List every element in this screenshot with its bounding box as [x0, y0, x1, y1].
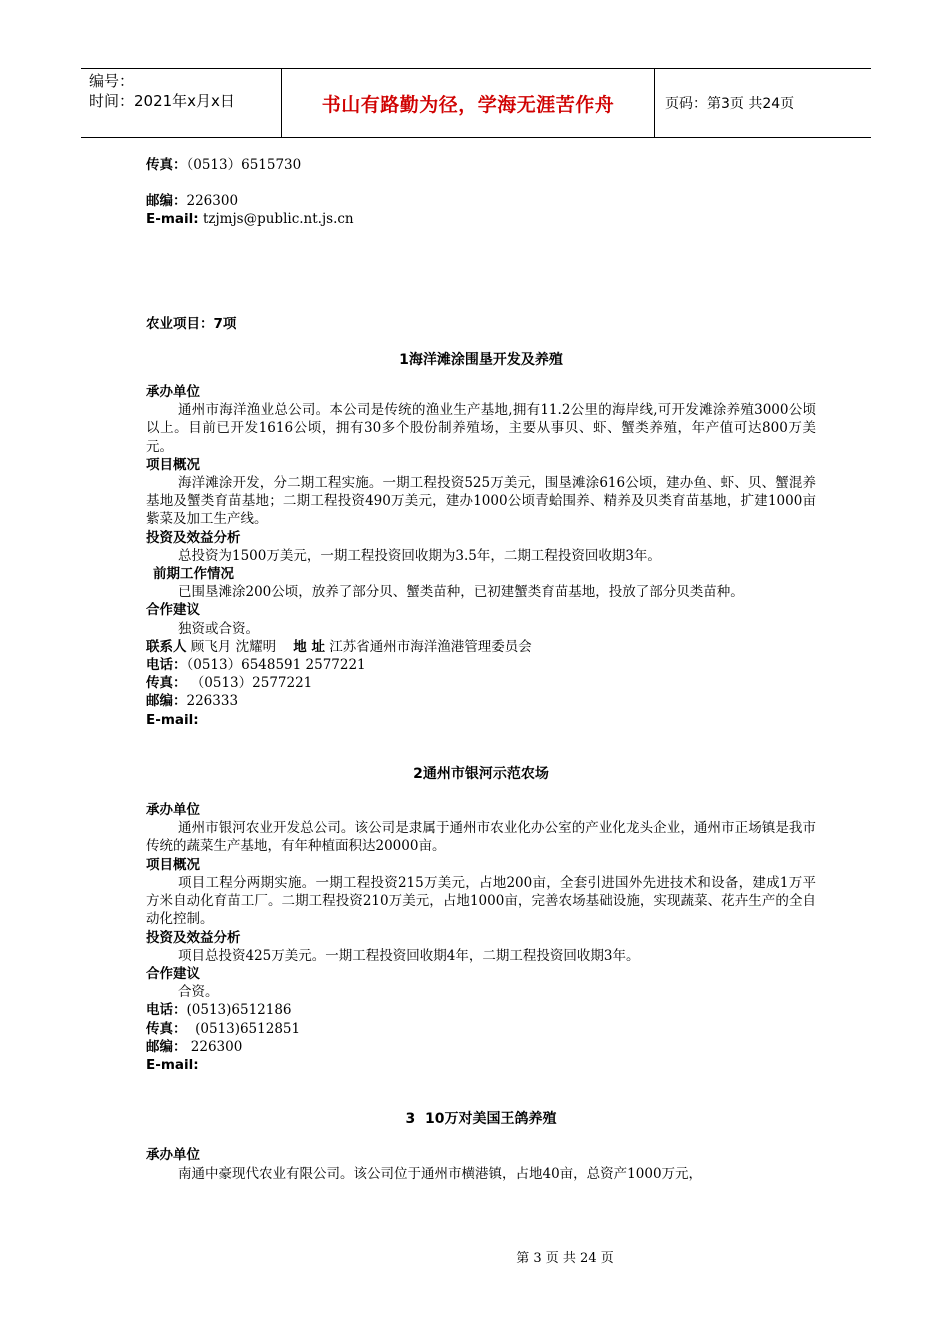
top-email-line: [146, 210, 816, 228]
project-2-postcode-line: [146, 1038, 816, 1056]
project-3-unit: 南通中豪现代农业有限公司。该公司位于通州市横港镇，占地40亩，总资产1000万元，: [178, 1165, 703, 1182]
project-2-coop: 合资。: [178, 984, 219, 1001]
document-body: [146, 156, 816, 1183]
project-1-postcode-line: [146, 692, 816, 710]
project-1-postcode: 226333: [186, 693, 239, 710]
page-header: [81, 68, 871, 138]
project-1-coop-label: 合作建议: [146, 602, 200, 619]
project-1-overview: 海洋滩涂开发，分二期工程实施。一期工程投资525万美元，围垦滩涂616公顷，建办鱼、虾、贝、蟹混养基地及蟹类育苗基地；二期工程投资490万美元，建办1000公顷青蛤围养、精养及贝类育苗基地，扩建1000亩紫菜及加工生产线。: [146, 475, 816, 528]
project-1-unit-label: 承办单位: [146, 384, 200, 401]
project-3-title: 3 10万对美国王鸽养殖: [405, 1111, 557, 1128]
project-1-fax-line: [146, 674, 816, 692]
project-1-contact-line: [146, 638, 816, 656]
project-1-fax-label: 传真：: [146, 675, 187, 692]
top-postcode-line: [146, 192, 816, 210]
project-2-unit: 通州市银河农业开发总公司。该公司是隶属于通州市农业化办公室的产业化龙头企业，通州市正场镇是我市传统的蔬菜生产基地，有年种植面积达20000亩。: [146, 820, 816, 855]
project-2-unit-label: 承办单位: [146, 802, 200, 819]
project-1-prework: 已围垦滩涂200公顷，放养了部分贝、蟹类苗种，已初建蟹类育苗基地，投放了部分贝类苗种。: [178, 584, 744, 601]
project-1-address-label: 地 址: [293, 638, 325, 655]
header-left-cell: [81, 69, 281, 137]
project-1-title: 1海洋滩涂围垦开发及养殖: [399, 351, 563, 368]
project-1-address: 江苏省通州市海洋渔港管理委员会: [329, 638, 532, 655]
project-1-invest: 总投资为1500万美元，一期工程投资回收期为3.5年，二期工程投资回收期3年。: [178, 547, 661, 564]
project-2-fax: (0513)6512851: [186, 1020, 301, 1037]
project-2-phone-label: 电话：: [146, 1002, 187, 1019]
project-1-phone: （0513）6548591 2577221: [186, 657, 366, 674]
project-1-unit: 通州市海洋渔业总公司。本公司是传统的渔业生产基地,拥有11.2公里的海岸线,可开发滩涂养殖3000公顷以上。目前已开发1616公顷，拥有30多个股份制养殖场，主要从事贝、虾、蟹类养殖，年产值可达800万美元。: [146, 402, 816, 455]
project-1-email-label: E-mail:: [146, 711, 199, 728]
project-1-postcode-label: 邮编：: [146, 693, 187, 710]
project-2-phone-line: [146, 1001, 816, 1019]
project-2-overview: 项目工程分两期实施。一期工程投资215万美元，占地200亩，全套引进国外先进技术和设备，建成1万平方米自动化育苗工厂。二期工程投资210万美元，占地1000亩，完善农场基础设施，实现蔬菜、花卉生产的全自动化控制。: [146, 874, 816, 928]
project-1-coop: 独资或合资。: [178, 620, 259, 637]
top-postcode-value: 226300: [186, 193, 239, 210]
project-1-contact-label: 联系人: [146, 638, 187, 655]
project-2-invest: 项目总投资425万美元。一期工程投资回收期4年，二期工程投资回收期3年。: [178, 947, 640, 964]
project-1-contact: 顾飞月 沈耀明: [190, 638, 277, 655]
top-email-label: E-mail:: [146, 211, 199, 228]
header-page-number: 页码：第3页 共24页: [665, 96, 795, 112]
project-2-invest-label: 投资及效益分析: [146, 929, 241, 946]
project-2-phone: (0513)6512186: [186, 1002, 292, 1019]
project-2-fax-label: 传真：: [146, 1020, 187, 1037]
top-fax-line: [146, 156, 816, 174]
document-number: 编号：: [89, 72, 135, 90]
header-motto: 书山有路勤为径，学海无涯苦作舟: [281, 69, 655, 137]
project-2-overview-label: 项目概况: [146, 856, 200, 873]
agri-projects-heading: 农业项目：7项: [146, 315, 237, 332]
page-footer: 第 3 页 共 24 页: [516, 1251, 614, 1266]
project-1-overview-label: 项目概况: [146, 456, 200, 473]
top-fax-value: （0513）6515730: [186, 157, 302, 173]
project-1-phone-label: 电话：: [146, 657, 187, 674]
project-3-unit-label: 承办单位: [146, 1147, 200, 1164]
top-email-value: tzjmjs@public.nt.js.cn: [202, 211, 354, 228]
project-1-invest-label: 投资及效益分析: [146, 529, 241, 546]
project-2-postcode: 226300: [186, 1038, 243, 1055]
project-2-fax-line: [146, 1020, 816, 1038]
top-fax-label: 传真：: [146, 157, 187, 173]
top-postcode-label: 邮编：: [146, 193, 187, 210]
project-1-fax: （0513）2577221: [186, 675, 313, 692]
project-2-email-label: E-mail:: [146, 1056, 199, 1073]
project-2-postcode-label: 邮编：: [146, 1038, 187, 1055]
document-date: 时间：2021年x月x日: [89, 92, 235, 110]
project-2-coop-label: 合作建议: [146, 965, 200, 982]
project-1-prework-label: 前期工作情况: [153, 566, 234, 583]
project-2-title: 2通州市银河示范农场: [413, 765, 549, 782]
project-1-phone-line: [146, 656, 816, 674]
